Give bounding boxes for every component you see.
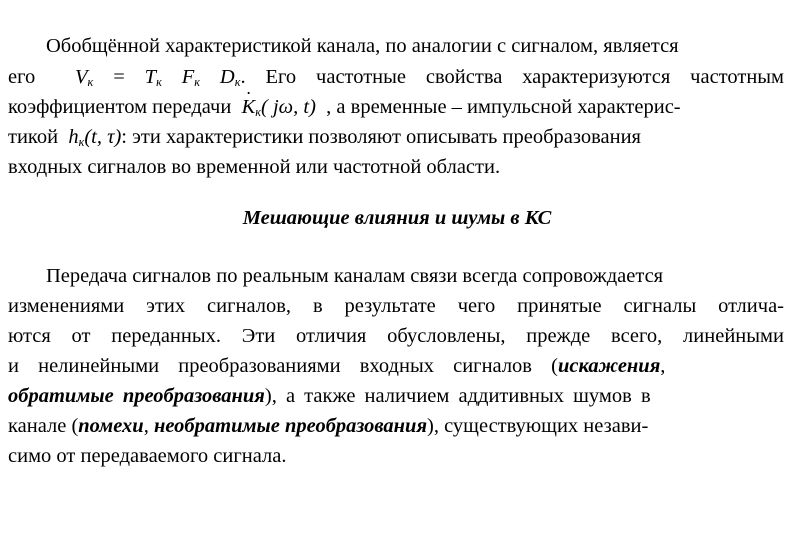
formula-k: · $K_к$( jω, t): [242, 96, 316, 118]
para2-line7: [8, 442, 784, 471]
text: Обобщённой характеристикой канала, по аналогии с сигналом, является: [46, 35, 679, 57]
formula-t: $T_к$: [144, 66, 162, 90]
text: . Его частотные свойства характеризуются частотным: [240, 66, 785, 88]
para2-line2: [8, 292, 784, 321]
para2-line5: [8, 382, 784, 411]
text: ,: [143, 415, 154, 437]
formula-d: $D_к$: [219, 66, 241, 90]
section-heading: Мешающие влияния и шумы в КС: [242, 207, 552, 229]
para1-line3: [8, 93, 784, 122]
para2-line3: [8, 322, 784, 351]
text: симо от передаваемого сигнала.: [8, 445, 287, 467]
text: : эти характеристики позволяют описывать преобразования: [121, 126, 641, 148]
text: ,: [660, 355, 666, 377]
text: ), а также наличием аддитивных шумов в: [264, 385, 651, 407]
para2-line1: [46, 262, 784, 291]
text: ), существующих незави-: [427, 415, 649, 437]
text: изменениями этих сигналов, в результате чего принятые сигналы отлича-: [8, 295, 784, 317]
para1-line5: [8, 153, 784, 182]
para2-line4: [8, 352, 784, 381]
formula-h: $h_к(t$, τ): [68, 126, 122, 150]
text: канале (: [8, 415, 79, 437]
para1-line2: [8, 63, 784, 92]
term-irreversible: необратимые преобразования: [153, 415, 428, 437]
term-reversible: обратимые преобразования: [8, 385, 265, 407]
formula-f: $F_к$: [181, 66, 201, 90]
text: коэффициентом передачи: [8, 96, 232, 118]
text: входных сигналов во временной или частотной области.: [8, 156, 501, 178]
term-noise: помехи: [78, 415, 144, 437]
para2-line6: [8, 412, 784, 441]
formula-eq: =: [113, 66, 125, 88]
text: ются от переданных. Эти отличия обусловлены, прежде всего, линейными: [8, 325, 784, 347]
para1-line1: [46, 32, 784, 61]
para1-line4: [8, 123, 784, 152]
text: тикой: [8, 126, 59, 148]
text: его: [8, 66, 36, 88]
text: Передача сигналов по реальным каналам связи всегда сопровождается: [46, 265, 664, 287]
text: и нелинейными преобразованиями входных сигналов (: [8, 355, 558, 377]
formula-v: $V_к$: [75, 66, 94, 90]
text: , а временные – импульсной характерис-: [326, 96, 681, 118]
term-distortion: искажения: [557, 355, 661, 377]
